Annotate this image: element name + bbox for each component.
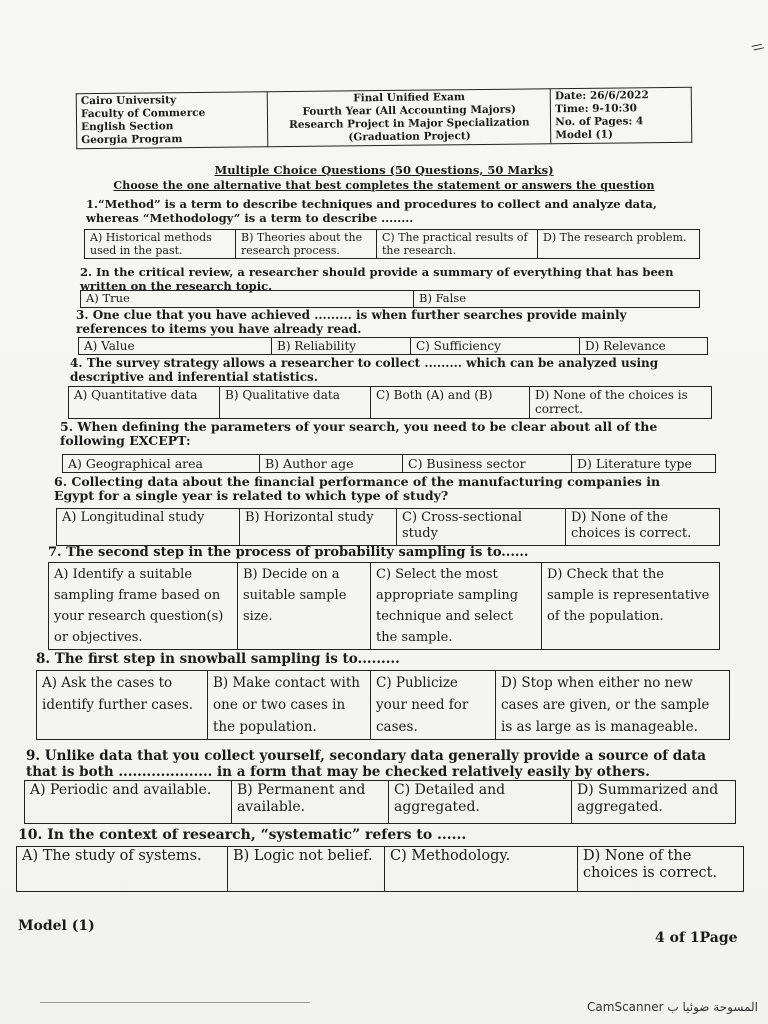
question-9 xyxy=(26,748,734,780)
question-3 xyxy=(76,308,700,336)
q4-option-c[interactable]: C) Both (A) and (B) xyxy=(371,387,530,419)
header-time: Time: 9-10:30 xyxy=(555,102,638,116)
question-3-options xyxy=(78,337,708,355)
q7-option-a[interactable]: A) Identify a suitable sampling frame based on your research question(s) or objectives. xyxy=(49,563,238,650)
question-6-text: 6. Collecting data about the financial performance of the manufacturing companies in Egypt for a single year is related to which type of study? xyxy=(54,474,661,503)
q6-option-b[interactable]: B) Horizontal study xyxy=(240,509,397,546)
corner-mark: // xyxy=(749,39,767,55)
question-3-text: 3. One clue that you have achieved ......... is when further searches provide mainly references to items you have already read. xyxy=(76,308,627,336)
scanner-watermark: CamScanner المسوحة ضوئيا ب xyxy=(587,1000,758,1014)
q4-option-d[interactable]: D) None of the choices is correct. xyxy=(530,387,712,419)
question-7 xyxy=(48,546,708,560)
question-10-text: 10. In the context of research, “systematic” refers to ...... xyxy=(18,827,467,843)
question-4-text: 4. The survey strategy allows a researcher to collect ......... which can be analyzed using descriptive and inferential statistics. xyxy=(70,356,659,384)
question-5-options xyxy=(62,454,716,473)
header-course-sub: (Graduation Project) xyxy=(348,130,471,144)
header-pages: No. of Pages: 4 xyxy=(555,115,644,129)
header-left-cell xyxy=(76,92,268,149)
q5-option-d[interactable]: D) Literature type xyxy=(572,455,716,473)
q8-option-c[interactable]: C) Publicize your need for cases. xyxy=(371,671,496,740)
question-9-options xyxy=(24,780,736,824)
question-8 xyxy=(36,652,716,666)
footer-page-number: 4 of 1Page xyxy=(655,930,738,946)
header-year: Fourth Year (All Accounting Majors) xyxy=(302,103,517,118)
q9-option-c[interactable]: C) Detailed and aggregated. xyxy=(389,781,572,824)
q9-option-b[interactable]: B) Permanent and available. xyxy=(232,781,389,824)
q1-option-b[interactable]: B) Theories about the research process. xyxy=(236,230,377,259)
q5-option-c[interactable]: C) Business sector xyxy=(403,455,572,473)
exam-header-table xyxy=(76,87,693,149)
question-5-text: 5. When defining the parameters of your search, you need to be clear about all of the following EXCEPT: xyxy=(60,419,658,448)
q2-option-a[interactable]: A) True xyxy=(81,291,414,308)
q4-option-a[interactable]: A) Quantitative data xyxy=(69,387,220,419)
header-section: English Section xyxy=(81,120,174,134)
q9-option-d[interactable]: D) Summarized and aggregated. xyxy=(572,781,736,824)
question-4 xyxy=(70,356,706,384)
q4-option-b[interactable]: B) Qualitative data xyxy=(220,387,371,419)
question-6-options xyxy=(56,508,720,546)
q1-option-a[interactable]: A) Historical methods used in the past. xyxy=(85,230,236,259)
question-4-options xyxy=(68,386,712,419)
question-5 xyxy=(60,420,712,448)
question-1-text: 1.“Method” is a term to describe techniques and procedures to collect and analyze data, whereas “Methodology” is a term to describe ........ xyxy=(86,197,657,225)
q6-option-d[interactable]: D) None of the choices is correct. xyxy=(566,509,720,546)
question-2 xyxy=(80,265,700,293)
q8-option-a[interactable]: A) Ask the cases to identify further cases. xyxy=(37,671,208,740)
question-7-text: 7. The second step in the process of probability sampling is to...... xyxy=(48,545,529,560)
q3-option-b[interactable]: B) Reliability xyxy=(272,338,411,355)
question-6 xyxy=(54,475,714,503)
q10-option-d[interactable]: D) None of the choices is correct. xyxy=(578,847,744,892)
question-10-options xyxy=(16,846,744,892)
question-9-text: 9. Unlike data that you collect yourself, secondary data generally provide a source of data that is both .................... in a form that may be checked relatively easily by others. xyxy=(26,748,706,780)
q10-option-c[interactable]: C) Methodology. xyxy=(385,847,578,892)
scan-divider xyxy=(40,1002,310,1003)
q3-option-d[interactable]: D) Relevance xyxy=(580,338,708,355)
q1-option-d[interactable]: D) The research problem. xyxy=(538,230,700,259)
q7-option-b[interactable]: B) Decide on a suitable sample size. xyxy=(238,563,371,650)
instructions: Choose the one alternative that best completes the statement or answers the question xyxy=(113,179,655,192)
question-2-options xyxy=(80,290,700,308)
header-model: Model (1) xyxy=(555,128,613,142)
q3-option-a[interactable]: A) Value xyxy=(79,338,272,355)
header-date: Date: 26/6/2022 xyxy=(554,89,649,103)
q10-option-a[interactable]: A) The study of systems. xyxy=(17,847,228,892)
q8-option-d[interactable]: D) Stop when either no new cases are given, or the sample is as large as is manageable. xyxy=(496,671,730,740)
q8-option-b[interactable]: B) Make contact with one or two cases in the population. xyxy=(208,671,371,740)
q5-option-a[interactable]: A) Geographical area xyxy=(63,455,260,473)
q6-option-c[interactable]: C) Cross-sectional study xyxy=(397,509,566,546)
question-1-options xyxy=(84,229,700,259)
q7-option-d[interactable]: D) Check that the sample is representative of the population. xyxy=(542,563,720,650)
q9-option-a[interactable]: A) Periodic and available. xyxy=(25,781,232,824)
question-8-text: 8. The first step in snowball sampling is to......... xyxy=(36,651,400,667)
q10-option-b[interactable]: B) Logic not belief. xyxy=(228,847,385,892)
question-10 xyxy=(18,828,718,842)
q1-option-c[interactable]: C) The practical results of the research. xyxy=(377,230,538,259)
question-2-text: 2. In the critical review, a researcher should provide a summary of everything that has been written on the research topic. xyxy=(80,265,674,293)
footer-model: Model (1) xyxy=(18,918,95,934)
header-university: Cairo University xyxy=(80,94,177,108)
question-8-options xyxy=(36,670,730,740)
q7-option-c[interactable]: C) Select the most appropriate sampling technique and select the sample. xyxy=(371,563,542,650)
q5-option-b[interactable]: B) Author age xyxy=(260,455,403,473)
q3-option-c[interactable]: C) Sufficiency xyxy=(411,338,580,355)
q6-option-a[interactable]: A) Longitudinal study xyxy=(57,509,240,546)
header-course: Research Project in Major Specialization xyxy=(289,116,530,131)
header-faculty: Faculty of Commerce xyxy=(80,106,206,121)
q2-option-b[interactable]: B) False xyxy=(414,291,700,308)
mcq-section-title: Multiple Choice Questions (50 Questions, 50 Marks) xyxy=(214,163,554,177)
header-program: Georgia Program xyxy=(81,133,183,147)
header-right-cell xyxy=(550,87,691,143)
question-1 xyxy=(86,197,696,225)
header-exam-name: Final Unified Exam xyxy=(353,91,466,105)
question-7-options xyxy=(48,562,720,650)
header-mid-cell xyxy=(268,89,551,147)
